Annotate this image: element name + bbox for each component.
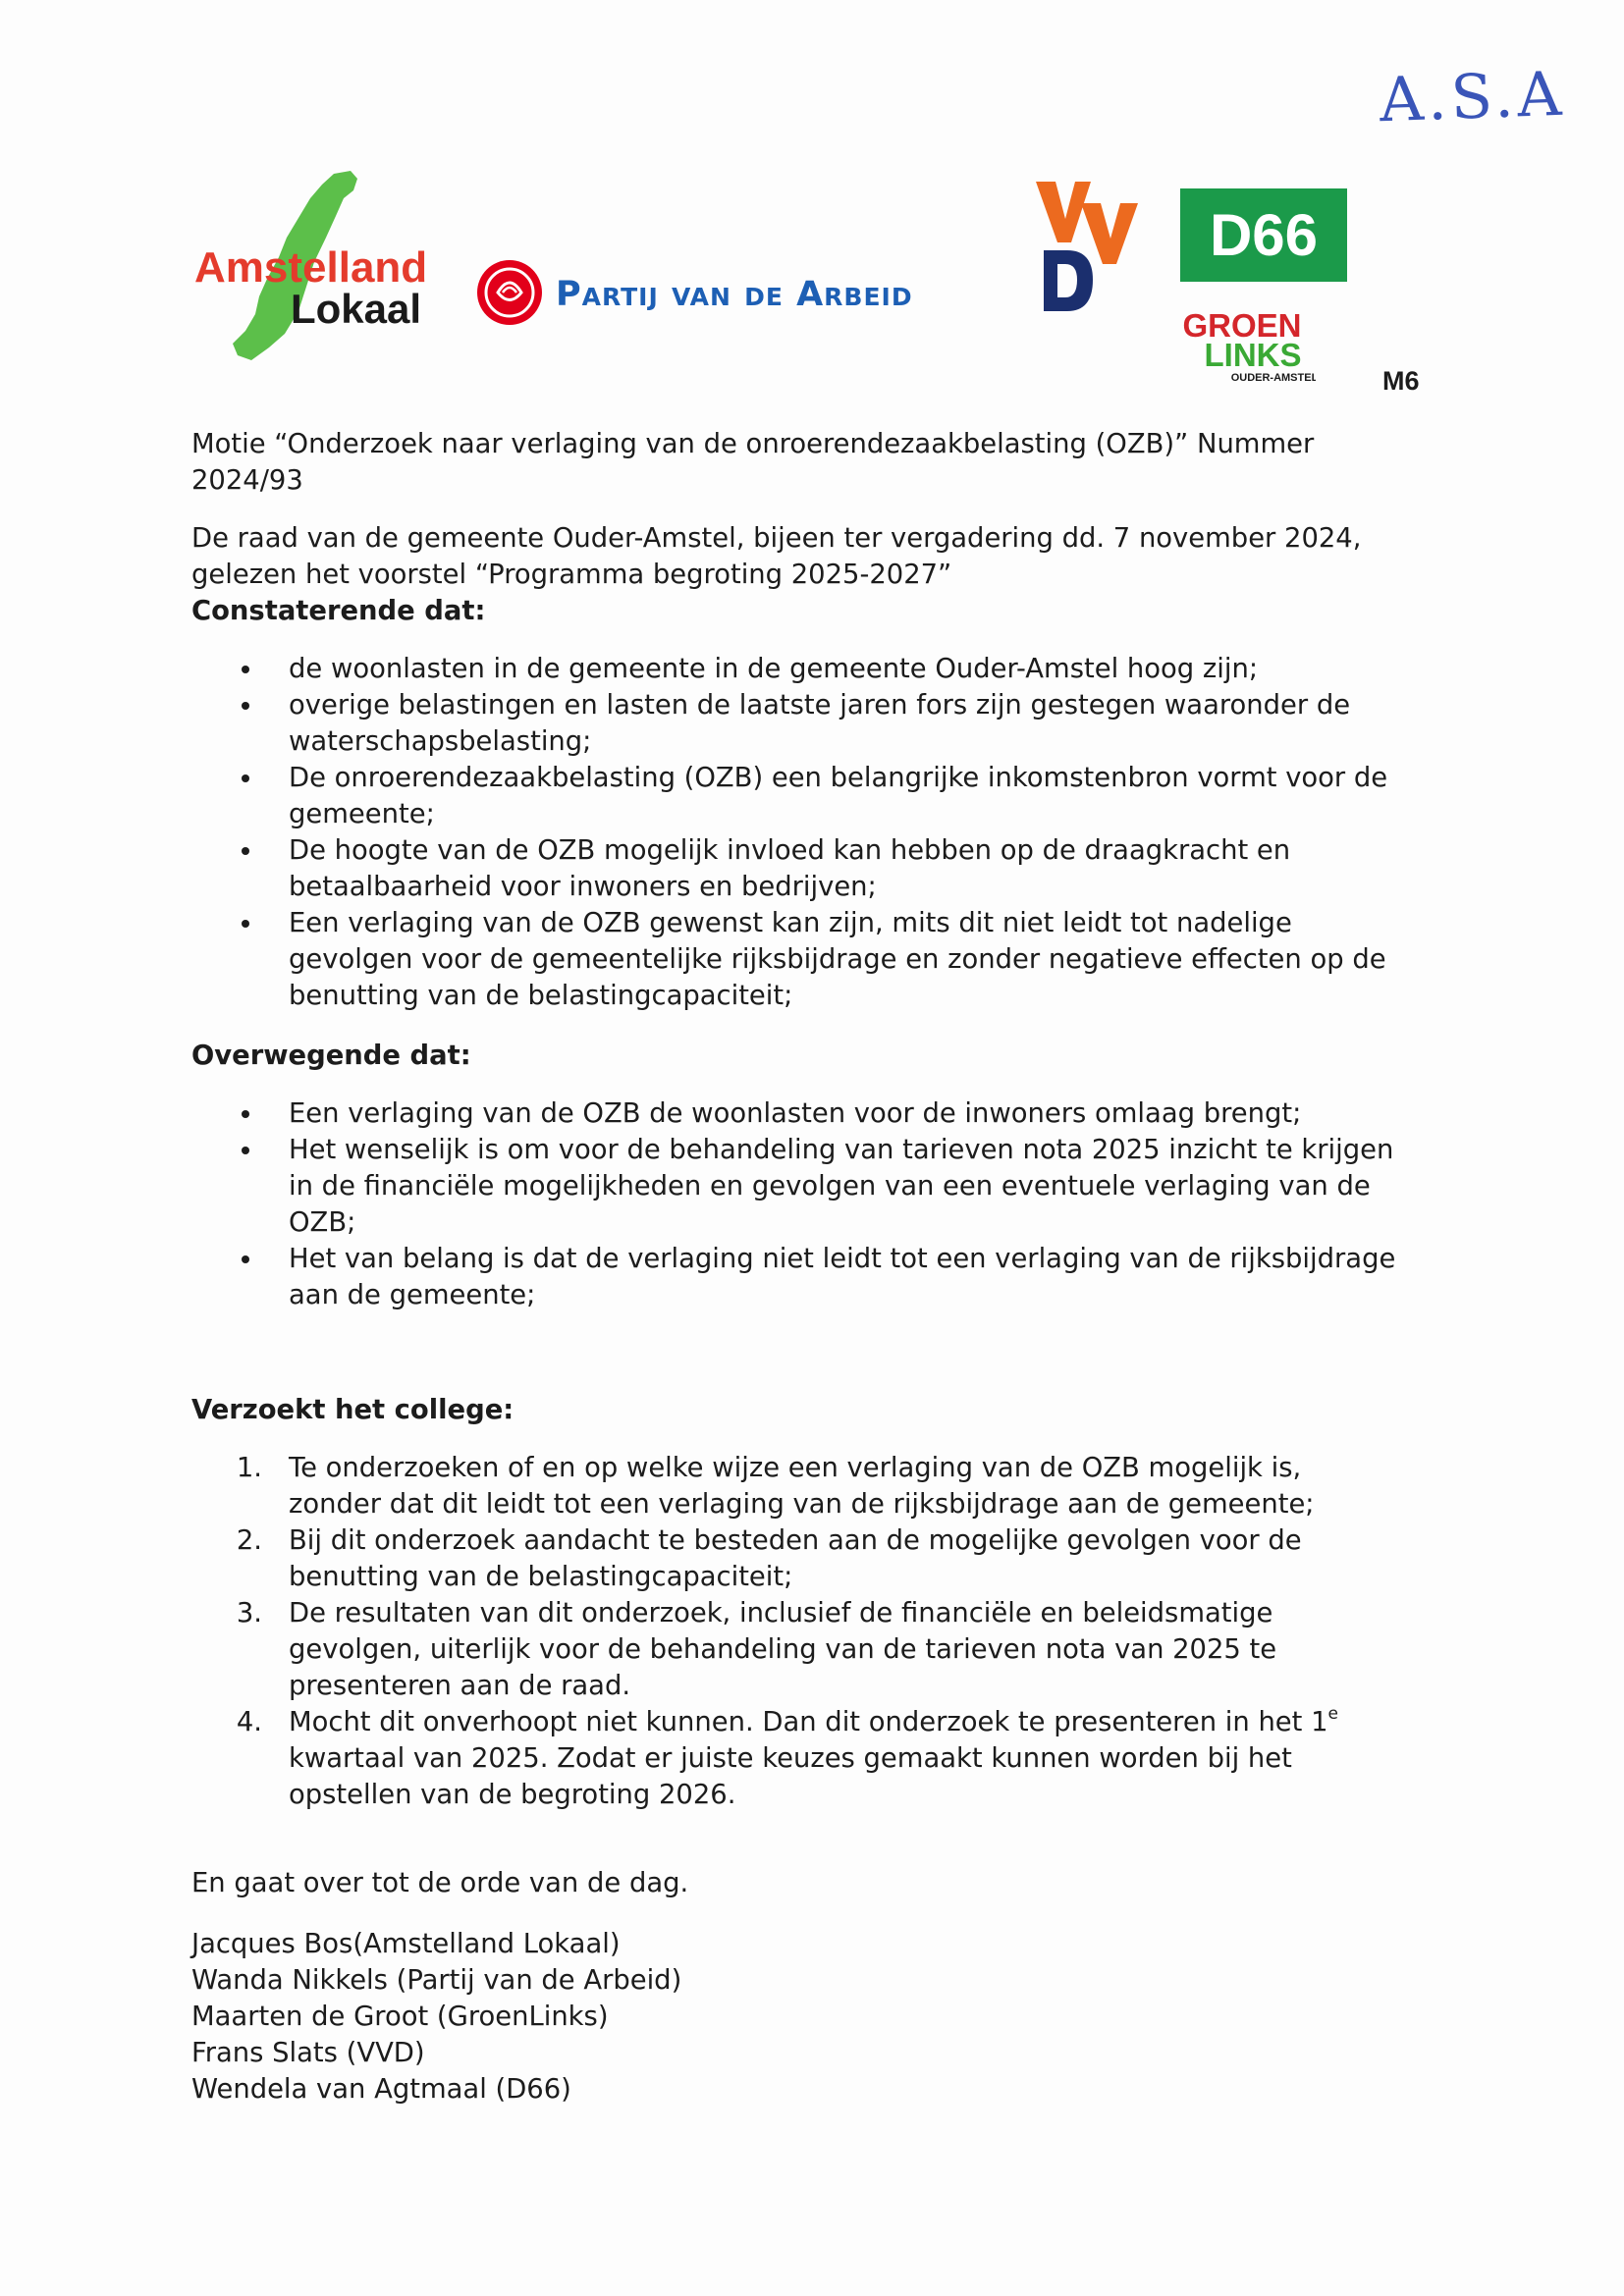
verzoekt-item <box>191 1450 1468 1522</box>
item-line: gevolgen voor de gemeentelijke rijksbijdrage en zonder negatieve effecten op de <box>289 944 1386 975</box>
signatories-block <box>191 1926 1173 2108</box>
bullet-icon <box>242 847 249 855</box>
item-line: overige belastingen en lasten de laatste jaren fors zijn gestegen waaronder de <box>289 690 1351 721</box>
overwegende-heading: Overwegende dat: <box>191 1041 471 1071</box>
closing-line: En gaat over tot de orde van de dag. <box>191 1868 689 1898</box>
constaterende-item <box>191 832 1468 905</box>
lokaal-text: Lokaal <box>291 286 422 332</box>
item-line: Een verlaging van de OZB de woonlasten voor de inwoners omlaag brengt; <box>289 1098 1302 1129</box>
item-line: Te onderzoeken of en op welke wijze een verlaging van de OZB mogelijk is, <box>289 1453 1302 1483</box>
amstelland-lokaal-logo <box>189 169 454 365</box>
item-line: benutting van de belastingcapaciteit; <box>289 1562 793 1592</box>
motion-title <box>191 426 1468 499</box>
item-line: Het wenselijk is om voor de behandeling van tarieven nota 2025 inzicht te krijgen <box>289 1135 1394 1165</box>
bullet-icon <box>242 774 249 782</box>
constaterende-item <box>191 760 1468 832</box>
bullet-icon <box>242 666 249 673</box>
item-line: gemeente; <box>289 799 435 829</box>
item-line: in de financiële mogelijkheden en gevolgen van een eventuele verlaging van de <box>289 1171 1371 1201</box>
motion-code: M6 <box>1382 366 1420 396</box>
item-line: OZB; <box>289 1207 356 1238</box>
verzoekt-item <box>191 1595 1468 1704</box>
bullet-icon <box>242 702 249 710</box>
title-line: 2024/93 <box>191 465 303 496</box>
item-line: betaalbaarheid voor inwoners en bedrijven; <box>289 872 877 902</box>
signatory: Jacques Bos(Amstelland Lokaal) <box>191 1929 621 1959</box>
overwegende-list <box>191 1095 1468 1313</box>
pvda-logo <box>473 253 994 332</box>
groen-text: GROEN <box>1182 307 1302 344</box>
bullet-icon <box>242 920 249 928</box>
signatory: Frans Slats (VVD) <box>191 2038 425 2068</box>
item-number: 2. <box>236 1525 262 1556</box>
item-text: Mocht dit onverhoopt niet kunnen. Dan dit onderzoek te presenteren in het 1 <box>289 1707 1328 1737</box>
item-line: benutting van de belastingcapaciteit; <box>289 981 793 1011</box>
item-line: De hoogte van de OZB mogelijk invloed kan hebben op de draagkracht en <box>289 835 1291 866</box>
bullet-icon <box>242 1147 249 1154</box>
item-line: gevolgen, uiterlijk voor de behandeling van de tarieven nota van 2025 te <box>289 1634 1277 1665</box>
signatory: Wendela van Agtmaal (D66) <box>191 2074 571 2105</box>
signatory: Wanda Nikkels (Partij van de Arbeid) <box>191 1965 682 1996</box>
verzoekt-item <box>191 1704 1468 1813</box>
amstelland-text: Amstelland <box>194 243 428 292</box>
verzoekt-item <box>191 1522 1468 1595</box>
d66-logo <box>1180 188 1347 282</box>
item-line: De resultaten van dit onderzoek, inclusief de financiële en beleidsmatige <box>289 1598 1273 1629</box>
intro-line: De raad van de gemeente Ouder-Amstel, bijeen ter vergadering dd. 7 november 2024, <box>191 523 1362 554</box>
d66-text: D66 <box>1209 202 1319 268</box>
ouder-amstel-text: OUDER-AMSTEL <box>1230 372 1316 384</box>
overwegende-item <box>191 1095 1468 1132</box>
bullet-icon <box>242 1255 249 1263</box>
item-line: kwartaal van 2025. Zodat er juiste keuzes gemaakt kunnen worden bij het <box>289 1743 1292 1774</box>
bullet-icon <box>242 1110 249 1118</box>
item-line: de woonlasten in de gemeente in de gemeente Ouder-Amstel hoog zijn; <box>289 654 1259 684</box>
verzoekt-heading: Verzoekt het college: <box>191 1395 514 1425</box>
item-number: 4. <box>236 1707 262 1737</box>
item-line: presenteren aan de raad. <box>289 1671 631 1701</box>
vvd-logo <box>1036 182 1159 314</box>
verzoekt-list <box>191 1450 1468 1813</box>
intro-line: gelezen het voorstel “Programma begroting 2025-2027” <box>191 560 952 590</box>
item-line: De onroerendezaakbelasting (OZB) een belangrijke inkomstenbron vormt voor de <box>289 763 1388 793</box>
intro-paragraph <box>191 520 1468 629</box>
constaterende-item <box>191 651 1468 687</box>
item-number: 3. <box>236 1598 262 1629</box>
overwegende-item <box>191 1132 1468 1241</box>
item-line: zonder dat dit leidt tot een verlaging van de rijksbijdrage aan de gemeente; <box>289 1489 1315 1520</box>
handwritten-initials: A.S.A <box>1378 57 1567 136</box>
item-line: Een verlaging van de OZB gewenst kan zijn, mits dit niet leidt tot nadelige <box>289 908 1292 938</box>
signatory: Maarten de Groot (GroenLinks) <box>191 2002 609 2032</box>
item-line <box>289 1704 1468 1740</box>
constaterende-item <box>191 905 1468 1014</box>
item-line: Het van belang is dat de verlaging niet leidt tot een verlaging van de rijksbijdrage <box>289 1244 1396 1274</box>
item-number: 1. <box>236 1453 262 1483</box>
item-line: waterschapsbelasting; <box>289 726 592 757</box>
constaterende-item <box>191 687 1468 760</box>
item-line: Bij dit onderzoek aandacht te besteden aan de mogelijke gevolgen voor de <box>289 1525 1302 1556</box>
groenlinks-logo <box>1168 307 1316 386</box>
pvda-text: Partij van de Arbeid <box>556 275 913 314</box>
item-line: aan de gemeente; <box>289 1280 536 1310</box>
constaterende-heading: Constaterende dat: <box>191 596 486 626</box>
ordinal-superscript: e <box>1327 1704 1338 1724</box>
item-line: opstellen van de begroting 2026. <box>289 1780 736 1810</box>
overwegende-item <box>191 1241 1468 1313</box>
constaterende-list <box>191 651 1468 1014</box>
title-line: Motie “Onderzoek naar verlaging van de onroerendezaakbelasting (OZB)” Nummer <box>191 429 1315 459</box>
links-text: LINKS <box>1204 337 1302 373</box>
